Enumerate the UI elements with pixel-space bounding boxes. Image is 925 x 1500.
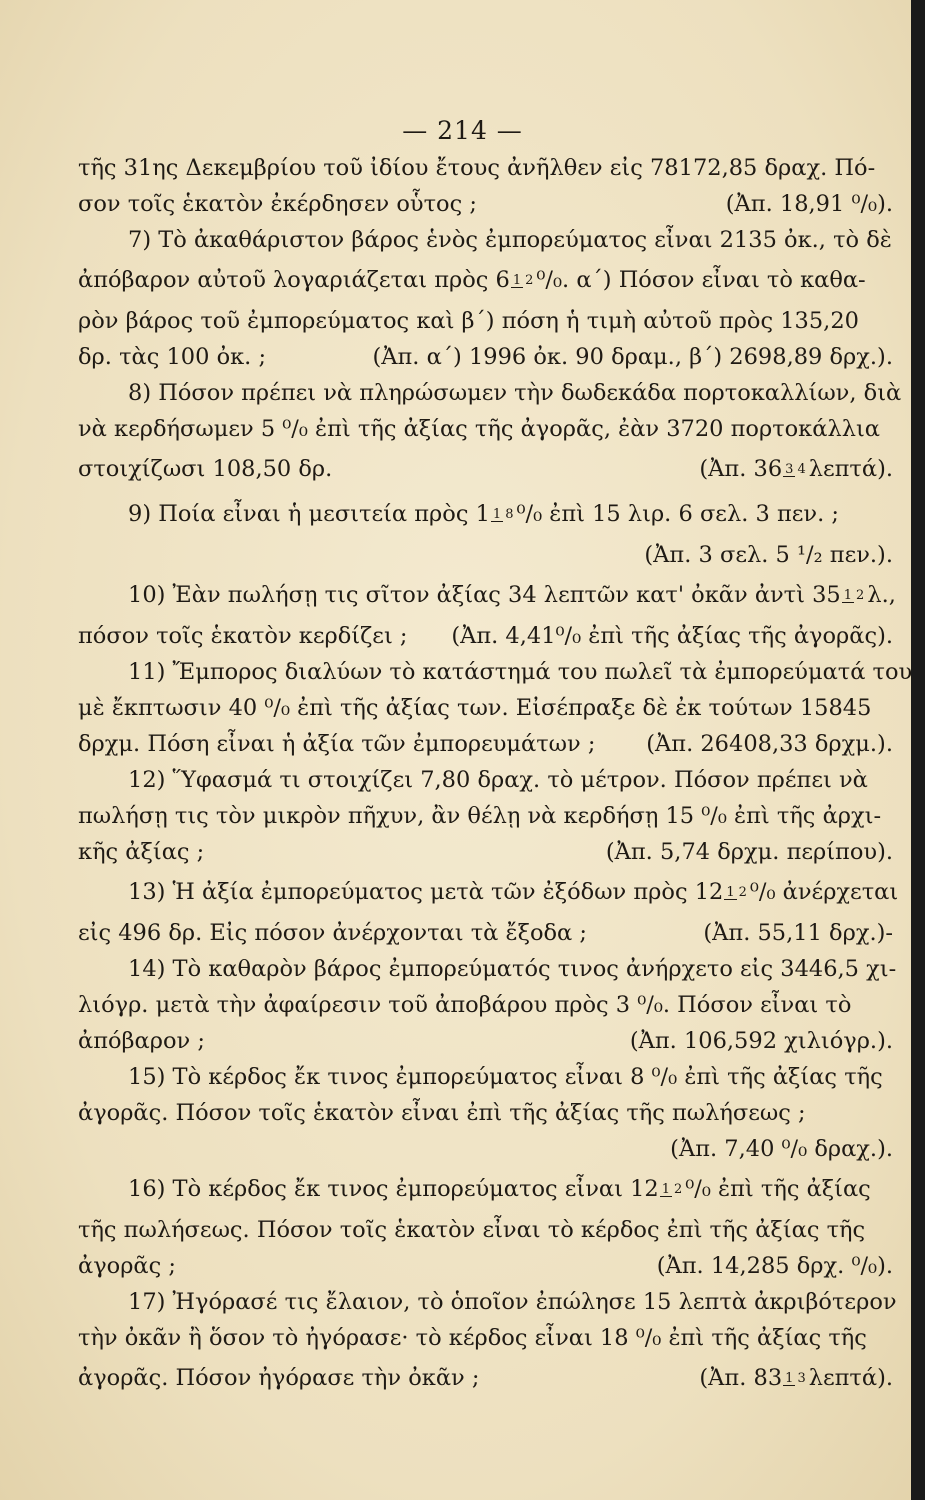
answer: (Ἀπ. 55,11 δρχ.)-	[703, 920, 893, 946]
text-line: τῆς 31ης Δεκεμβρίου τοῦ ἰδίου ἔτους ἀνῆλθεν εἰς 78172,85 δραχ. Πό-	[78, 155, 876, 181]
text-line: λιόγρ. μετὰ τὴν ἀφαίρεσιν τοῦ ἀποβάρου πρὸς 3 ⁰/₀. Πόσον εἶναι τὸ	[78, 992, 852, 1018]
answer: (Ἀπ. 106,592 χιλιόγρ.).	[629, 1028, 893, 1054]
exercise-16: 16) Τὸ κέρδος ἔκ τινος ἐμπορεύματος εἶναι 12 1 2⁰/₀ ἐπὶ τῆς ἀξίας	[128, 1176, 871, 1202]
answer: (Ἀπ. 36 3 4 λεπτά).	[699, 456, 893, 482]
text-line	[78, 537, 893, 573]
fraction: 1 2	[661, 1182, 683, 1197]
scan-edge	[911, 0, 925, 1500]
exercise-10: 10) Ἐὰν πωλήσῃ τις σῖτον ἀξίας 34 λεπτῶν κατ' ὀκᾶν ἀντὶ 35 1 2λ.,	[128, 582, 896, 608]
text-line: πόσον τοῖς ἑκατὸν κερδίζει ; (Ἀπ. 4,41⁰/₀ ἐπὶ τῆς ἀξίας τῆς ἀγορᾶς).	[78, 618, 893, 654]
answer: (Ἀπ. 14,285 δρχ. ⁰/₀).	[656, 1253, 893, 1279]
answer: (Ἀπ. 26408,33 δρχμ.).	[646, 731, 893, 757]
fraction: 1 2	[843, 588, 865, 603]
text-line: τὴν ὀκᾶν ἢ ὅσον τὸ ἠγόρασε· τὸ κέρδος εἶναι 18 ⁰/₀ ἐπὶ τῆς ἀξίας τῆς	[78, 1325, 867, 1351]
exercise-12: 12) Ὕφασμά τι στοιχίζει 7,80 δραχ. τὸ μέτρον. Πόσον πρέπει νὰ	[128, 767, 868, 793]
answer: (Ἀπ. 7,40 ⁰/₀ δραχ.).	[670, 1136, 893, 1162]
fraction: 3 4	[785, 462, 806, 477]
text-line: εἰς 496 δρ. Εἰς πόσον ἀνέρχονται τὰ ἔξοδα ; (Ἀπ. 55,11 δρχ.)-	[78, 915, 893, 951]
fraction: 1 3	[785, 1371, 806, 1386]
exercise-text	[78, 150, 913, 1401]
text-line: ρὸν βάρος τοῦ ἐμπορεύματος καὶ β΄) πόση ἡ τιμὴ αὐτοῦ πρὸς 135,20	[78, 308, 859, 334]
text-line	[78, 1131, 893, 1167]
exercise-15: 15) Τὸ κέρδος ἔκ τινος ἐμπορεύματος εἶναι 8 ⁰/₀ ἐπὶ τῆς ἀξίας τῆς	[128, 1064, 883, 1090]
answer: (Ἀπ. 4,41⁰/₀ ἐπὶ τῆς ἀξίας τῆς ἀγορᾶς).	[451, 623, 893, 649]
exercise-11: 11) Ἔμπορος διαλύων τὸ κατάστημά του πωλεῖ τὰ ἐμπορεύματά του	[128, 659, 913, 685]
fraction: 1 2	[512, 273, 534, 288]
text-line: ἀγορᾶς ; (Ἀπ. 14,285 δρχ. ⁰/₀).	[78, 1248, 893, 1284]
text-line: δρχμ. Πόση εἶναι ἡ ἀξία τῶν ἐμπορευμάτων ; (Ἀπ. 26408,33 δρχμ.).	[78, 726, 893, 762]
text-line: ἀγορᾶς. Πόσον τοῖς ἑκατὸν εἶναι ἐπὶ τῆς ἀξίας τῆς πωλήσεως ;	[78, 1100, 806, 1126]
text-line: ἀπόβαρον αὐτοῦ λογαριάζεται πρὸς 6 1 2⁰/₀. α΄) Πόσον εἶναι τὸ καθα-	[78, 267, 866, 293]
text-line: μὲ ἔκπτωσιν 40 ⁰/₀ ἐπὶ τῆς ἀξίας των. Εἰσέπραξε δὲ ἐκ τούτων 15845	[78, 695, 872, 721]
text-line: πωλήσῃ τις τὸν μικρὸν πῆχυν, ἂν θέλῃ νὰ κερδήσῃ 15 ⁰/₀ ἐπὶ τῆς ἀρχι-	[78, 803, 882, 829]
fraction: 1 2	[726, 885, 747, 900]
text-line: δρ. τὰς 100 ὀκ. ; (Ἀπ. α΄) 1996 ὀκ. 90 δραμ., β΄) 2698,89 δρχ.).	[78, 339, 893, 375]
exercise-14: 14) Τὸ καθαρὸν βάρος ἐμπορεύματός τινος ἀνήρχετο εἰς 3446,5 χι-	[128, 956, 897, 982]
exercise-17: 17) Ἠγόρασέ τις ἔλαιον, τὸ ὁποῖον ἐπώλησε 15 λεπτὰ ἀκριβότερον	[128, 1289, 897, 1315]
answer: (Ἀπ. 83 1 3 λεπτά).	[699, 1365, 893, 1391]
exercise-13: 13) Ἡ ἀξία ἐμπορεύματος μετὰ τῶν ἐξόδων πρὸς 12 1 2 ⁰/₀ ἀνέρχεται	[128, 879, 899, 905]
answer: (Ἀπ. 3 σελ. 5 ¹/₂ πεν.).	[644, 542, 893, 568]
text-line: σον τοῖς ἑκατὸν ἐκέρδησεν οὗτος ; (Ἀπ. 18,91 ⁰/₀).	[78, 186, 893, 222]
text-line: τῆς πωλήσεως. Πόσον τοῖς ἑκατὸν εἶναι τὸ κέρδος ἐπὶ τῆς ἀξίας τῆς	[78, 1217, 866, 1243]
fraction: 1 8	[492, 507, 514, 522]
answer: (Ἀπ. 5,74 δρχμ. περίπου).	[605, 839, 893, 865]
text-line: ἀπόβαρον ; (Ἀπ. 106,592 χιλιόγρ.).	[78, 1023, 893, 1059]
answer: (Ἀπ. α΄) 1996 ὀκ. 90 δραμ., β΄) 2698,89 δρχ.).	[372, 344, 893, 370]
exercise-9: 9) Ποία εἶναι ἡ μεσιτεία πρὸς 1 1 8 ⁰/₀ ἐπὶ 15 λιρ. 6 σελ. 3 πεν. ;	[128, 501, 839, 527]
text-line: ἀγορᾶς. Πόσον ἠγόρασε τὴν ὀκᾶν ; (Ἀπ. 83 1 3 λεπτά).	[78, 1356, 893, 1401]
exercise-8: 8) Πόσον πρέπει νὰ πληρώσωμεν τὴν δωδεκάδα πορτοκαλλίων, διὰ	[128, 380, 902, 406]
answer: (Ἀπ. 18,91 ⁰/₀).	[725, 191, 893, 217]
exercise-7: 7) Τὸ ἀκαθάριστον βάρος ἑνὸς ἐμπορεύματος εἶναι 2135 ὀκ., τὸ δὲ	[128, 227, 892, 253]
text-line: κῆς ἀξίας ; (Ἀπ. 5,74 δρχμ. περίπου).	[78, 834, 893, 870]
page-number: — 214 —	[402, 116, 523, 145]
text-line: νὰ κερδήσωμεν 5 ⁰/₀ ἐπὶ τῆς ἀξίας τῆς ἀγορᾶς, ἐὰν 3720 πορτοκάλλια	[78, 416, 880, 442]
text-line: στοιχίζωσι 108,50 δρ. (Ἀπ. 36 3 4 λεπτά).	[78, 447, 893, 492]
